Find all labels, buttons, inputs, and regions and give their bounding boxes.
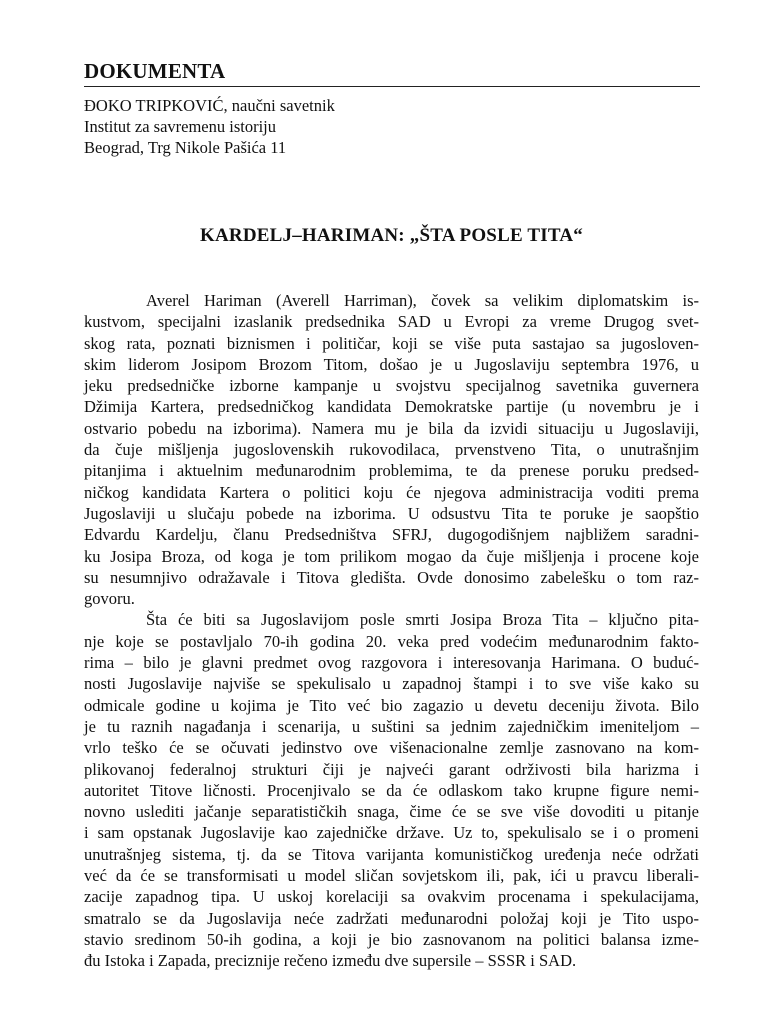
- body-line: kustvom, specijalni izaslanik predsednika SAD u Evropi za vreme Drugog svet-: [84, 312, 699, 332]
- author-address-line: Beograd, Trg Nikole Pašića 11: [84, 138, 287, 157]
- body-line: nje koje se postavljalo 70-ih godina 20. veka pred vodećim međunarodnim fakto-: [84, 631, 699, 651]
- body-line: pitanjima i aktuelnim međunarodnim problemima, te da prenese poruku predsed-: [84, 461, 699, 481]
- body-line: autoritet Titove ličnosti. Procenjivalo se da će odlaskom tako krupne figure nemi-: [84, 780, 699, 800]
- document-page: [84, 58, 699, 972]
- body-line: ostvario pobedu na izborima). Namera mu je bila da izvidi situaciju u Jugoslaviji,: [84, 418, 699, 438]
- body-line: nosti Jugoslavije najviše se spekulisalo u zapadnoj štampi i to sve više kako su: [84, 674, 699, 694]
- body-line: vrlo teško će se očuvati jedinstvo ove višenacionalne zemlje zasnovano na kom-: [84, 738, 699, 758]
- author-name-line: ĐOKO TRIPKOVIĆ, naučni savetnik: [84, 96, 335, 115]
- body-line: stavio sredinom 50-ih godina, a koji je bio zasnovanom na politici balansa izme-: [84, 929, 699, 949]
- body-line: odmicale godine u kojima je Tito već bio zagazio u devetu deceniju života. Bilo: [84, 695, 699, 715]
- body-line: Šta će biti sa Jugoslavijom posle smrti Josipa Broza Tita – ključno pita-: [146, 610, 699, 630]
- body-line: skog rata, poznati biznismen i političar, koji se više puta sastajao sa jugosloven-: [84, 333, 699, 353]
- body-line: zacije zapadnog tipa. U uskoj korelaciji sa ovakvim procenama i spekulacijama,: [84, 887, 699, 907]
- body-line: ku Josipa Broza, od koga je tom prilikom mogao da čuje mišljenja i procene koje: [84, 546, 699, 566]
- body-line: Džimija Kartera, predsedničkog kandidata Demokratske partije (u novembru je i: [84, 397, 699, 417]
- body-line: Jugoslaviji u slučaju pobede na izborima. U odsustvu Tita te poruke je saopštio: [84, 503, 699, 523]
- article-body: [84, 290, 699, 972]
- body-line: smatralo se da Jugoslavija neće zadržati međunarodni položaj koji je Tito uspo-: [84, 908, 699, 928]
- body-line: jeku predsedničke izborne kampanje u svojstvu specijalnog savetnika guvernera: [84, 376, 699, 396]
- body-line: govoru.: [84, 589, 135, 609]
- body-line: Averel Hariman (Averell Harriman), čovek sa velikim diplomatskim is-: [146, 291, 699, 310]
- body-line: rima – bilo je glavni predmet ovog razgovora i interesovanja Harimana. O buduć-: [84, 653, 699, 673]
- body-line: novno uslediti jačanje separatističkih snaga, čime će se sve više dovoditi u pitanje: [84, 802, 699, 822]
- body-line: plikovanoj federalnoj strukturi čiji je najveći garant održivosti bila harizma i: [84, 759, 699, 779]
- author-block: [84, 95, 699, 158]
- author-institution-line: Institut za savremenu istoriju: [84, 117, 276, 136]
- heading-rule: [84, 86, 700, 87]
- body-line: je tu raznih nagađanja i scenarija, u suštini sa jednim zajedničkim imeniteljom –: [84, 716, 699, 736]
- body-line: su nesumnjivo odražavale i Titova gledišta. Ovde donosimo zabelešku o tom raz-: [84, 567, 699, 587]
- body-line: ničkog kandidata Kartera o politici koju će njegova administracija voditi prema: [84, 482, 699, 502]
- body-line: đu Istoka i Zapada, preciznije rečeno između dve supersile – SSSR i SAD.: [84, 951, 577, 971]
- body-line: Edvardu Kardelju, članu Predsedništva SFRJ, dugogodišnjem najbližem saradni-: [84, 525, 699, 545]
- body-line: i sam opstanak Jugoslavije kao zajedničke države. Uz to, spekulisalo se i o promeni: [84, 823, 699, 843]
- article-title: KARDELJ–HARIMAN: „ŠTA POSLE TITA“: [200, 225, 583, 246]
- body-line: da čuje mišljenja jugoslovenskih rukovodilaca, prvenstveno Tita, o unutrašnjim: [84, 440, 699, 460]
- body-line: već da će se transformisati u model sličan sovjetskom ili, pak, ići u pravcu liberali-: [84, 866, 699, 886]
- section-heading: DOKUMENTA: [84, 59, 226, 83]
- body-line: unutrašnjeg sistema, tj. da se Titova varijanta komunističkog uređenja neće održati: [84, 844, 699, 864]
- body-line: skim liderom Josipom Brozom Titom, došao je u Jugoslaviju septembra 1976, u: [84, 354, 699, 374]
